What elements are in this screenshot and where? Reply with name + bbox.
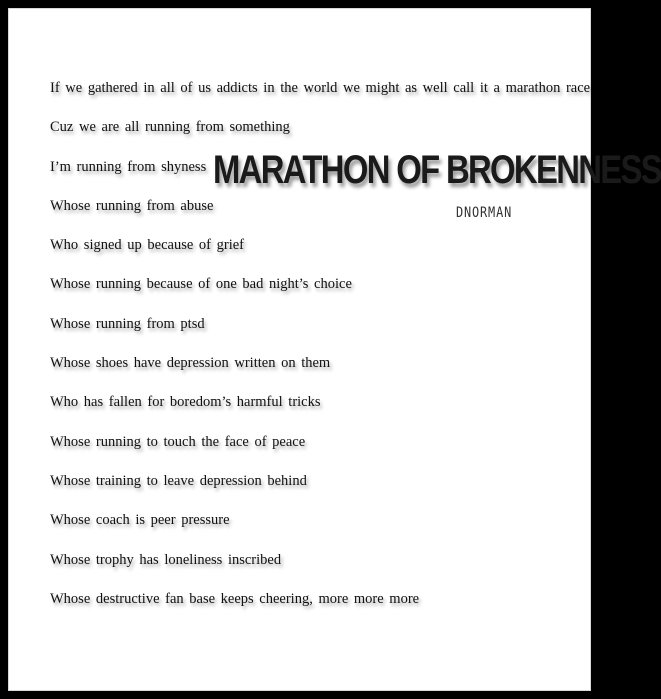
poem-line: Who signed up because of grief [50,237,245,254]
poem-line: Whose running to touch the face of peace [50,433,306,450]
poem-line: Whose shoes have depression written on them [50,355,331,372]
poem-line: Who has fallen for boredom’s harmful tricks [50,394,321,411]
poem-line: Whose trophy has loneliness inscribed [50,551,282,568]
poem-line: Whose training to leave depression behind [50,472,307,489]
poem-line: Whose running from abuse [50,197,214,214]
poem-page [8,8,661,691]
poem-line: Cuz we are all running from something [50,119,290,136]
poem-line: Whose running because of one bad night’s choice [50,276,352,293]
poem-line: Whose coach is peer pressure [50,512,230,529]
poem-author: DNORMAN [456,205,513,221]
poem-line: Whose destructive fan base keeps cheering, more more more [50,590,420,607]
poem-title: MARATHON OF BROKENNESS [213,148,661,192]
poem-line: Whose running from ptsd [50,315,205,332]
poem-line: I’m running from shyness [50,158,207,175]
poem-line: If we gathered in all of us addicts in the world we might as well call it a marathon race [50,80,591,96]
